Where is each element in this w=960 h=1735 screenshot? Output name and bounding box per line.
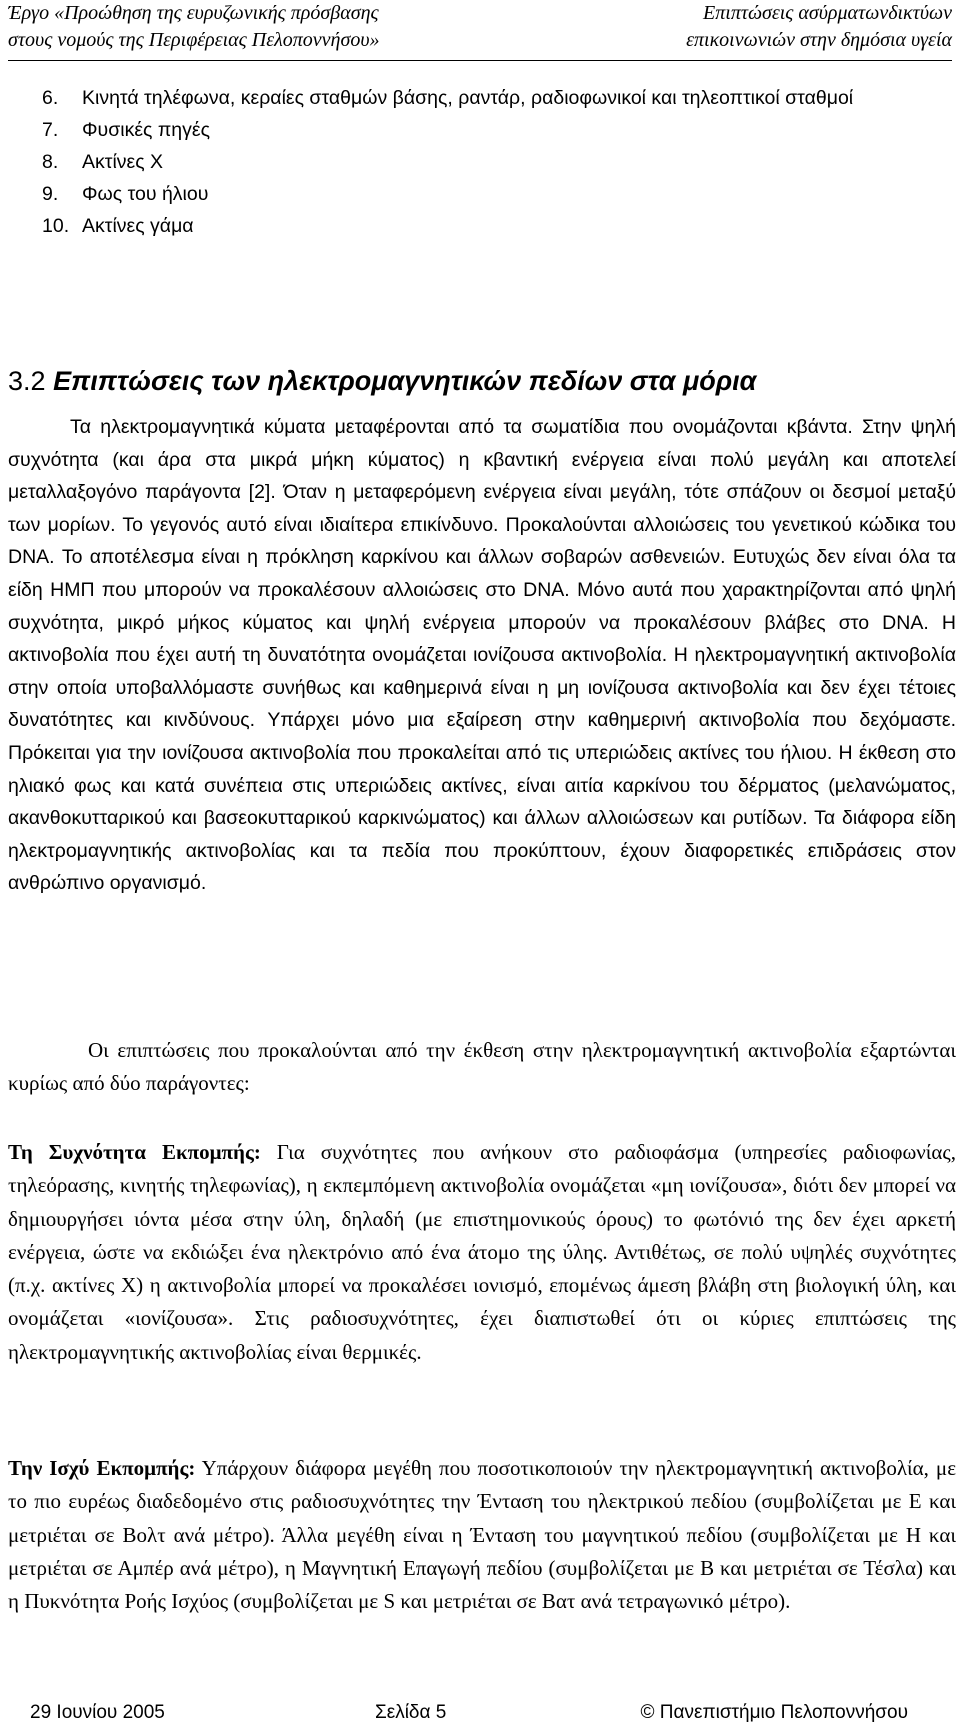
list-item-number: 7. [42,119,59,141]
list-item-number: 8. [42,151,59,173]
list-item-text: Κινητά τηλέφωνα, κεραίες σταθμών βάσης, ραντάρ, ραδιοφωνικοί και τηλεοπτικοί σταθμοί [82,87,854,109]
list-item [42,114,957,146]
page-footer [30,1700,952,1726]
header-left-line-2: στους νομούς της Περιφέρειας Πελοποννήσου» [8,29,380,51]
section-number: 3.2 [8,366,46,396]
list-item-text: Φως του ήλιου [82,183,209,205]
list-item-number: 9. [42,183,59,205]
header-project-title [8,0,380,54]
body-paragraph-intro: Οι επιπτώσεις που προκαλούνται από την έκθεση στην ηλεκτρομαγνητική ακτινοβολία εξαρτώνται κυρίως από δύο παράγοντες: [8,1038,956,1096]
frequency-text: Για συχνότητες που ανήκουν στο ραδιοφάσμα (υπηρεσίες ραδιοφωνίας, τηλεόρασης, κινητής τηλεφωνίας), η εκπεμπόμενη ακτινοβολία ονομάζεται «μη ιονίζουσα», διότι δεν μπορεί να δημιουργήσει ιόντα μέσα στην ύλη, δηλαδή (με επιστημονικούς όρους) το φωτόνιό της δεν έχει αρκετή ενέργεια, ώστε να εκδιώξει ένα ηλεκτρόνιο από ένα άτομο της ύλης. Αντιθέτως, σε πολύ υψηλές συχνότητες (π.χ. ακτίνες Χ) η ακτινοβολία μπορεί να προκαλέσει ιονισμό, επομένως άμεση βλάβη στη βιολογική ύλη, και ονομάζεται «ιονίζουσα». Στις ραδιοσυχνότητες, έχει διαπιστωθεί ότι οι κύριες επιπτώσεις της ηλεκτρομαγνητικής ακτινοβολίας είναι θερμικές. [8,1140,956,1364]
footer-copyright: © Πανεπιστήμιο Πελοποννήσου [640,1702,908,1723]
header-document-title [686,0,952,54]
section-heading [8,364,756,398]
footer-date: 29 Ιουνίου 2005 [30,1702,165,1723]
list-item [42,146,957,178]
term-frequency: Τη Συχνότητα Εκπομπής: [8,1140,261,1164]
list-item-number: 10. [42,215,70,237]
list-item [42,82,957,114]
list-item-text: Ακτίνες γάμα [82,215,194,237]
list-item-text: Φυσικές πηγές [82,119,210,141]
footer-page-number: Σελίδα 5 [375,1702,447,1723]
header-right-line-2: επικοινωνιών στην δημόσια υγεία [686,29,952,51]
power-text: Υπάρχουν διάφορα μεγέθη που ποσοτικοποιούν την ηλεκτρομαγνητική ακτινοβολία, με το πιο ευρέως διαδεδομένο στις ραδιοσυχνότητες την Ένταση του ηλεκτρικού πεδίου (συμβολίζεται με Ε και μετριέται σε Βολτ ανά μέτρο). Άλλα μεγέθη είναι η Ένταση του μαγνητικού πεδίου (συμβολίζεται με Η και μετριέται σε Αμπέρ ανά μέτρο), η Μαγνητική Επαγωγή πεδίου (συμβολίζεται με Β και μετριέται σε Τέσλα) και η Πυκνότητα Ροής Ισχύος (συμβολίζεται με S και μετριέται σε Βατ ανά τετραγωνικό μέτρο). [8,1456,957,1614]
body-paragraph-power [8,1452,956,1618]
section-title: Επιπτώσεις των ηλεκτρομαγνητικών πεδίων στα μόρια [53,366,757,396]
list-item-number: 6. [42,87,59,109]
list-item-text: Ακτίνες Χ [82,151,164,173]
sources-list [42,82,957,242]
header-right-line-1: Επιπτώσεις ασύρματωνδικτύων [703,2,952,24]
body-paragraph-frequency [8,1136,956,1369]
list-item [42,178,957,210]
body-paragraph-main: Τα ηλεκτρομαγνητικά κύματα μεταφέρονται από τα σωματίδια που ονομάζονται κβάντα. Στην ψηλή συχνότητα (και άρα στα μικρά μήκη κύματος) η κβαντική ενέργεια είναι πολύ μεγάλη και αποτελεί μεταλλαξογόνο παράγοντα [2]. Όταν η μεταφερόμενη ενέργεια είναι μεγάλη, τότε σπάζουν οι δεσμοί μεταξύ των μορίων. Το γεγονός αυτό είναι ιδιαίτερα επικίνδυνο. Προκαλούνται αλλοιώσεις του γενετικού κώδικα του DNA. Το αποτέλεσμα είναι η πρόκληση καρκίνου και άλλων σοβαρών ασθενειών. Ευτυχώς δεν είναι όλα τα είδη ΗΜΠ που μπορούν να προκαλέσουν αλλοιώσεις στο DNA. Μόνο αυτά που χαρακτηρίζονται από ψηλή συχνότητα, μικρό μήκος κύματος και ψηλή ενέργεια μπορούν να προκαλέσουν βλάβες στο DNA. Η ακτινοβολία που έχει αυτή τη δυνατότητα ονομάζεται ιονίζουσα ακτινοβολία. Η ηλεκτρομαγνητική ακτινοβολία στην οποία υποβαλλόμαστε συνήθως και καθημερινά είναι η μη ιονίζουσα ακτινοβολία και δεν έχει τέτοιες δυνατότητες και κινδύνους. Υπάρχει μόνο μια εξαίρεση στην καθημερινή ακτινοβολία που δεχόμαστε. Πρόκειται για την ιονίζουσα ακτινοβολία που προκαλείται από τις υπεριώδεις ακτίνες του ήλιου. Η έκθεση στο ηλιακό φως και κατά συνέπεια στις υπεριώδεις ακτίνες, είναι αιτία καρκίνου του δέρματος (μελανώματος, ακανθοκυτταρικού και βασεοκυτταρικού καρκινώματος) και άλλων αλλοιώσεων και ρυτίδων. Τα διάφορα είδη ηλεκτρομαγνητικής ακτινοβολίας και τα πεδία που προκύπτουν, έχουν διαφορετικές επιδράσεις στον ανθρώπινο οργανισμό. [8,416,956,895]
header-left-line-1: Έργο «Προώθηση της ευρυζωνικής πρόσβασης [8,2,379,24]
list-item [42,210,957,242]
header-divider [8,60,952,61]
term-power: Την Ισχύ Εκπομπής: [8,1456,196,1480]
